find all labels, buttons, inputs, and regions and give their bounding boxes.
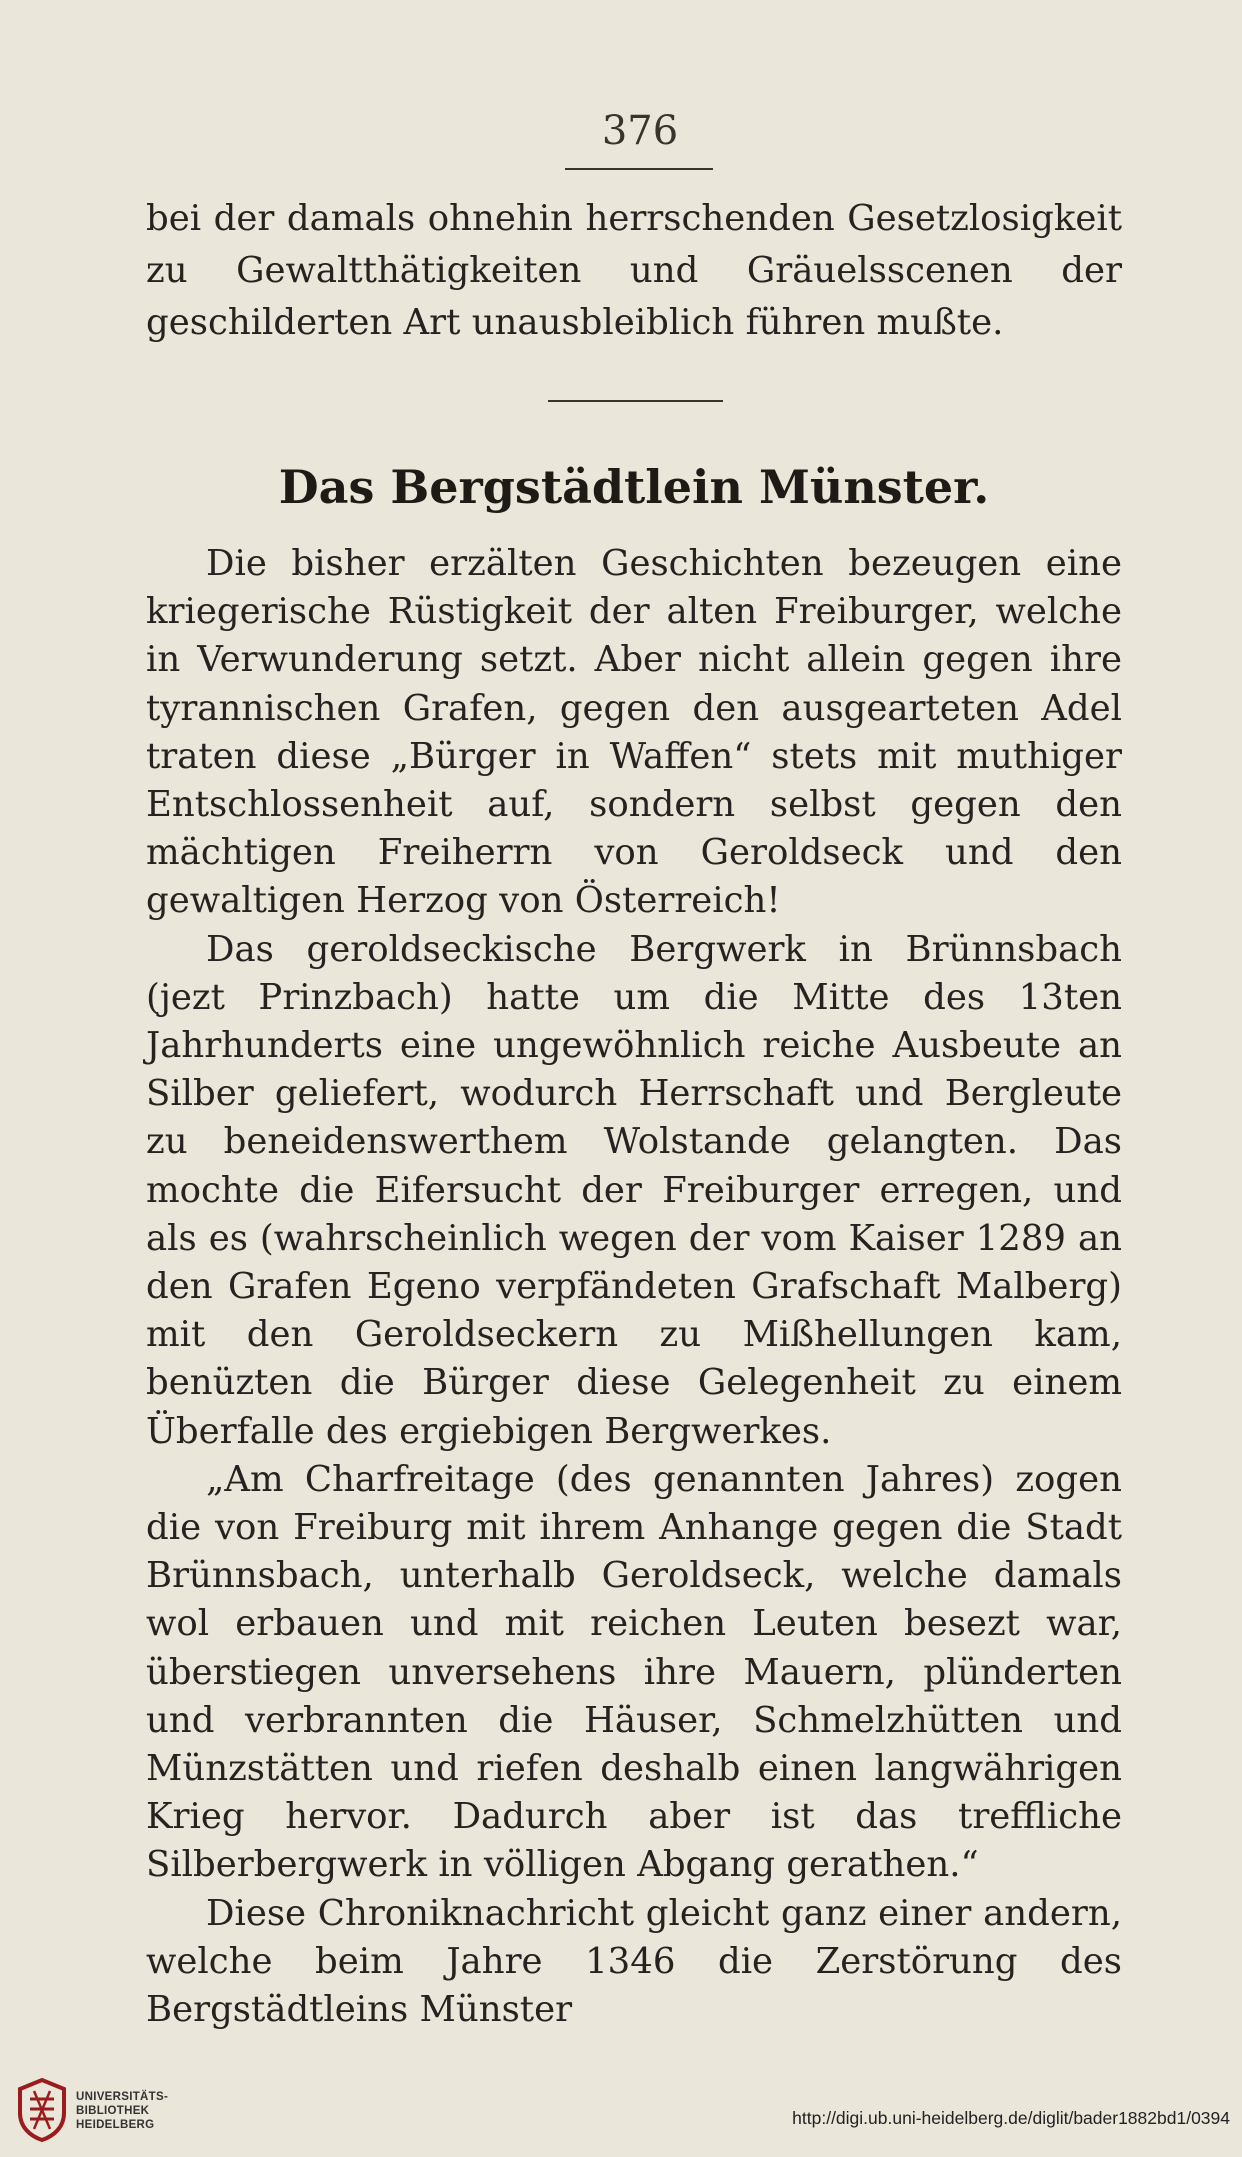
paragraph: Diese Chroniknachricht gleicht ganz einer andern, welche beim Jahre 1346 die Zerstörung des Bergstädtleins Münster bbox=[146, 1892, 1122, 2031]
institution-line: UNIVERSITÄTS- bbox=[76, 2091, 169, 2103]
page-number-rule bbox=[565, 168, 713, 170]
university-seal-icon bbox=[12, 2077, 72, 2143]
page-number: 376 bbox=[601, 108, 679, 154]
paragraph: Das geroldseckische Bergwerk in Brünnsbach (jezt Prinzbach) hatte um die Mitte des 13ten Jahrhunderts eine ungewöhnlich reiche Ausbeute an Silber geliefert, wodurch Herrschaft und Bergleute zu beneidenswerthem Wolstande gelangten. Das mochte die Eifersucht der Freiburger erregen, und als es (wahrscheinlich wegen der vom Kaiser 1289 an den Grafen Egeno verpfändeten Grafschaft Malberg) mit den Geroldseckern zu Mißhellungen kam, benüzten die Bürger diese Gelegenheit zu einem Überfalle des ergiebigen Bergwerkes. bbox=[146, 928, 1122, 1452]
section-heading: Das Bergstädtlein Münster. bbox=[278, 460, 990, 514]
institution-line: HEIDELBERG bbox=[76, 2119, 155, 2131]
source-url-link[interactable]: http://digi.ub.uni-heidelberg.de/diglit/bader1882bd1/0394 bbox=[792, 2108, 1230, 2128]
institution-line: BIBLIOTHEK bbox=[76, 2105, 150, 2117]
section-separator bbox=[548, 400, 723, 402]
continuation-text: bei der damals ohnehin herrschenden Gesetzlosigkeit zu Gewaltthätigkeiten und Gräuelsscenen der geschilderten Art unausbleiblich führen mußte. bbox=[146, 198, 1122, 343]
paragraph: „Am Charfreitage (des genannten Jahres) zogen die von Freiburg mit ihrem Anhange gegen die Stadt Brünnsbach, unterhalb Geroldseck, welche damals wol erbauen und mit reichen Leuten besezt war, überstiegen unversehens ihre Mauern, plünderten und verbrannten die Häuser, Schmelzhütten und Münzstätten und riefen deshalb einen langwährigen Krieg hervor. Dadurch aber ist das treffliche Silberbergwerk in völligen Abgang gerathen.“ bbox=[146, 1458, 1122, 1886]
continuation-paragraph bbox=[146, 193, 1122, 349]
institution-name bbox=[76, 2090, 168, 2132]
paragraph: Die bisher erzälten Geschichten bezeugen eine kriegerische Rüstigkeit der alten Freiburger, welche in Verwunderung setzt. Aber nicht allein gegen ihre tyrannischen Grafen, gegen den ausgearteten Adel traten diese „Bürger in Waffen“ stets mit muthiger Entschlossenheit auf, sondern selbst gegen den mächtigen Freiherrn von Geroldseck und den gewaltigen Herzog von Österreich! bbox=[146, 543, 1122, 922]
section-body bbox=[146, 540, 1122, 2034]
